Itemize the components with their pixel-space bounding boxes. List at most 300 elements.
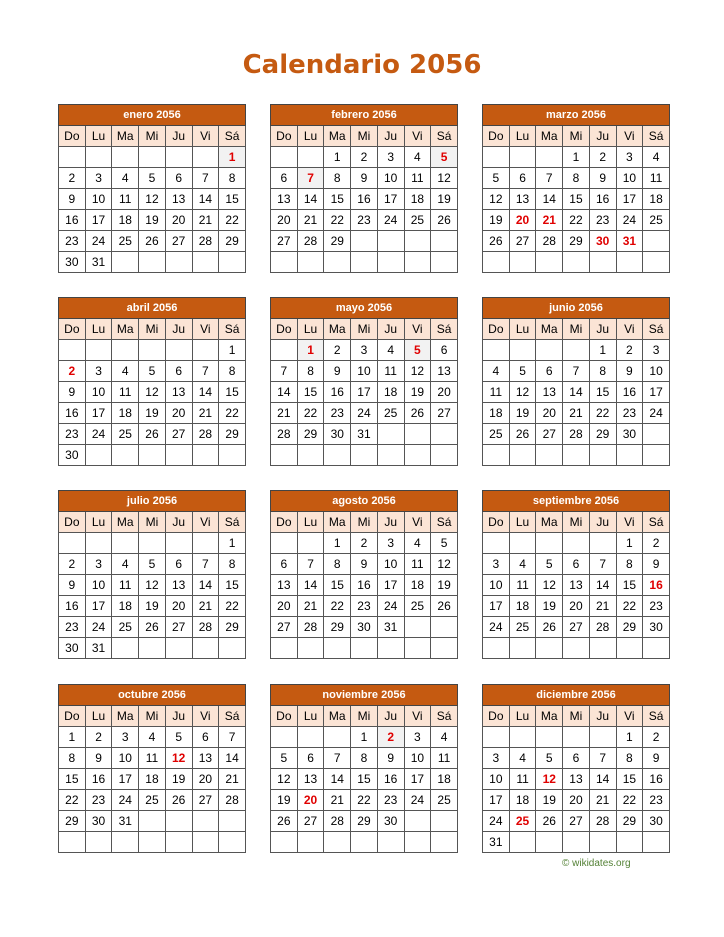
weekday-header: Vi (616, 319, 643, 340)
month-5 (270, 297, 458, 466)
day-cell: 17 (377, 575, 404, 596)
day-cell: 28 (563, 424, 590, 445)
day-cell: 26 (165, 790, 192, 811)
month-name: febrero 2056 (271, 105, 458, 126)
empty-cell (324, 445, 351, 466)
weekday-header: Ju (377, 706, 404, 727)
weekday-header: Lu (509, 706, 536, 727)
empty-cell (112, 340, 139, 361)
day-cell: 3 (85, 554, 112, 575)
day-cell: 31 (483, 832, 510, 853)
day-cell: 2 (616, 340, 643, 361)
day-cell: 25 (404, 596, 431, 617)
day-cell: 16 (59, 210, 86, 231)
day-cell: 22 (219, 210, 246, 231)
empty-cell (219, 811, 246, 832)
weekday-header: Mi (139, 126, 166, 147)
empty-cell (192, 340, 219, 361)
empty-cell (404, 617, 431, 638)
day-cell: 7 (297, 554, 324, 575)
empty-cell (351, 231, 378, 252)
day-cell: 20 (536, 403, 563, 424)
day-cell: 25 (112, 617, 139, 638)
day-cell: 3 (351, 340, 378, 361)
weekday-header: Ma (536, 319, 563, 340)
day-cell: 1 (219, 340, 246, 361)
weekday-header: Vi (616, 126, 643, 147)
empty-cell (112, 638, 139, 659)
day-cell: 15 (616, 769, 643, 790)
day-cell: 6 (563, 748, 590, 769)
weekday-header: Lu (509, 126, 536, 147)
empty-cell (297, 252, 324, 273)
month-name: mayo 2056 (271, 298, 458, 319)
day-cell: 22 (324, 596, 351, 617)
month-4 (58, 297, 246, 466)
day-cell: 30 (59, 252, 86, 273)
empty-cell (85, 533, 112, 554)
day-cell: 14 (192, 575, 219, 596)
empty-cell (431, 445, 458, 466)
empty-cell (271, 252, 298, 273)
day-cell: 11 (643, 168, 670, 189)
day-cell: 13 (271, 189, 298, 210)
day-cell: 8 (351, 748, 378, 769)
month-6 (482, 297, 670, 466)
month-name: noviembre 2056 (271, 685, 458, 706)
day-cell: 20 (271, 596, 298, 617)
day-cell: 21 (271, 403, 298, 424)
day-cell: 28 (536, 231, 563, 252)
month-name: abril 2056 (59, 298, 246, 319)
weekday-header: Ma (112, 126, 139, 147)
day-cell: 13 (536, 382, 563, 403)
day-cell: 7 (192, 361, 219, 382)
day-cell: 12 (139, 575, 166, 596)
day-cell: 27 (509, 231, 536, 252)
empty-cell (509, 445, 536, 466)
empty-cell (483, 727, 510, 748)
day-cell: 9 (377, 748, 404, 769)
day-cell: 5 (509, 361, 536, 382)
weekday-header: Vi (616, 706, 643, 727)
empty-cell (589, 832, 616, 853)
day-cell: 6 (509, 168, 536, 189)
day-cell: 10 (85, 382, 112, 403)
day-cell: 24 (85, 231, 112, 252)
day-cell: 1 (351, 727, 378, 748)
weekday-header: Sá (219, 319, 246, 340)
day-cell: 19 (509, 403, 536, 424)
day-cell: 30 (643, 811, 670, 832)
empty-cell (297, 832, 324, 853)
day-cell: 21 (192, 403, 219, 424)
day-cell: 25 (112, 424, 139, 445)
weekday-header: Sá (219, 706, 246, 727)
day-cell: 12 (139, 189, 166, 210)
empty-cell (431, 811, 458, 832)
day-cell: 27 (165, 617, 192, 638)
day-cell: 26 (509, 424, 536, 445)
day-cell: 28 (219, 790, 246, 811)
day-cell: 15 (219, 575, 246, 596)
empty-cell (165, 832, 192, 853)
empty-cell (192, 811, 219, 832)
day-cell: 26 (431, 210, 458, 231)
day-cell: 11 (404, 168, 431, 189)
day-cell: 4 (483, 361, 510, 382)
day-cell: 17 (85, 210, 112, 231)
empty-cell (563, 340, 590, 361)
day-cell: 29 (616, 617, 643, 638)
day-cell: 7 (563, 361, 590, 382)
day-cell: 9 (616, 361, 643, 382)
day-cell: 2 (59, 168, 86, 189)
empty-cell (536, 832, 563, 853)
day-cell: 17 (377, 189, 404, 210)
day-cell: 13 (509, 189, 536, 210)
day-cell: 25 (404, 210, 431, 231)
weekday-header: Do (483, 319, 510, 340)
day-cell: 6 (192, 727, 219, 748)
weekday-header: Mi (351, 126, 378, 147)
empty-cell (271, 832, 298, 853)
holiday-cell: 12 (536, 769, 563, 790)
day-cell: 8 (616, 554, 643, 575)
day-cell: 16 (351, 575, 378, 596)
empty-cell (431, 832, 458, 853)
empty-cell (563, 252, 590, 273)
day-cell: 9 (59, 189, 86, 210)
day-cell: 3 (85, 168, 112, 189)
day-cell: 10 (377, 168, 404, 189)
day-cell: 4 (404, 147, 431, 168)
day-cell: 28 (271, 424, 298, 445)
day-cell: 6 (431, 340, 458, 361)
empty-cell (112, 832, 139, 853)
weekday-header: Do (271, 126, 298, 147)
day-cell: 3 (377, 147, 404, 168)
day-cell: 9 (643, 554, 670, 575)
day-cell: 4 (404, 533, 431, 554)
empty-cell (563, 638, 590, 659)
weekday-header: Sá (431, 512, 458, 533)
weekday-header: Do (483, 126, 510, 147)
empty-cell (536, 340, 563, 361)
day-cell: 5 (139, 361, 166, 382)
holiday-cell: 20 (297, 790, 324, 811)
empty-cell (85, 832, 112, 853)
day-cell: 12 (509, 382, 536, 403)
day-cell: 25 (643, 210, 670, 231)
day-cell: 24 (643, 403, 670, 424)
day-cell: 11 (509, 575, 536, 596)
empty-cell (139, 147, 166, 168)
weekday-header: Vi (192, 126, 219, 147)
month-name: julio 2056 (59, 491, 246, 512)
day-cell: 11 (377, 361, 404, 382)
day-cell: 21 (589, 790, 616, 811)
day-cell: 14 (219, 748, 246, 769)
empty-cell (563, 445, 590, 466)
weekday-header: Sá (643, 319, 670, 340)
weekday-header: Mi (139, 319, 166, 340)
day-cell: 8 (219, 168, 246, 189)
day-cell: 22 (324, 210, 351, 231)
day-cell: 26 (139, 231, 166, 252)
day-cell: 8 (219, 361, 246, 382)
day-cell: 13 (431, 361, 458, 382)
empty-cell (483, 340, 510, 361)
day-cell: 23 (85, 790, 112, 811)
day-cell: 10 (85, 189, 112, 210)
day-cell: 2 (643, 727, 670, 748)
day-cell: 15 (324, 575, 351, 596)
day-cell: 30 (351, 617, 378, 638)
day-cell: 30 (59, 638, 86, 659)
day-cell: 19 (536, 790, 563, 811)
day-cell: 22 (297, 403, 324, 424)
holiday-cell: 5 (404, 340, 431, 361)
weekday-header: Sá (431, 126, 458, 147)
day-cell: 22 (589, 403, 616, 424)
day-cell: 14 (297, 575, 324, 596)
day-cell: 10 (643, 361, 670, 382)
day-cell: 9 (85, 748, 112, 769)
day-cell: 11 (112, 382, 139, 403)
empty-cell (483, 147, 510, 168)
empty-cell (219, 252, 246, 273)
month-12 (482, 684, 670, 853)
day-cell: 2 (324, 340, 351, 361)
empty-cell (165, 445, 192, 466)
holiday-cell: 25 (509, 811, 536, 832)
empty-cell (509, 340, 536, 361)
weekday-header: Sá (643, 706, 670, 727)
day-cell: 4 (431, 727, 458, 748)
empty-cell (563, 533, 590, 554)
weekday-header: Lu (297, 319, 324, 340)
day-cell: 8 (589, 361, 616, 382)
day-cell: 21 (297, 210, 324, 231)
weekday-header: Ma (324, 319, 351, 340)
day-cell: 17 (616, 189, 643, 210)
weekday-header: Lu (85, 126, 112, 147)
day-cell: 8 (219, 554, 246, 575)
day-cell: 2 (85, 727, 112, 748)
day-cell: 23 (616, 403, 643, 424)
weekday-header: Do (483, 706, 510, 727)
day-cell: 6 (536, 361, 563, 382)
holiday-cell: 5 (431, 147, 458, 168)
empty-cell (351, 252, 378, 273)
empty-cell (139, 252, 166, 273)
month-name: diciembre 2056 (483, 685, 670, 706)
empty-cell (431, 617, 458, 638)
day-cell: 29 (589, 424, 616, 445)
weekday-header: Vi (404, 706, 431, 727)
day-cell: 9 (351, 168, 378, 189)
empty-cell (536, 252, 563, 273)
day-cell: 20 (563, 790, 590, 811)
day-cell: 2 (643, 533, 670, 554)
empty-cell (431, 252, 458, 273)
empty-cell (192, 533, 219, 554)
day-cell: 5 (139, 168, 166, 189)
day-cell: 15 (297, 382, 324, 403)
day-cell: 25 (139, 790, 166, 811)
empty-cell (139, 340, 166, 361)
empty-cell (643, 424, 670, 445)
empty-cell (536, 727, 563, 748)
day-cell: 19 (271, 790, 298, 811)
empty-cell (192, 252, 219, 273)
day-cell: 29 (563, 231, 590, 252)
weekday-header: Do (271, 706, 298, 727)
day-cell: 13 (165, 382, 192, 403)
weekday-header: Sá (643, 512, 670, 533)
weekday-header: Do (59, 706, 86, 727)
day-cell: 4 (112, 361, 139, 382)
empty-cell (509, 638, 536, 659)
weekday-header: Mi (351, 319, 378, 340)
day-cell: 4 (112, 168, 139, 189)
day-cell: 13 (192, 748, 219, 769)
day-cell: 23 (589, 210, 616, 231)
day-cell: 18 (112, 210, 139, 231)
day-cell: 16 (643, 769, 670, 790)
day-cell: 28 (297, 617, 324, 638)
day-cell: 23 (324, 403, 351, 424)
day-cell: 20 (431, 382, 458, 403)
weekday-header: Ju (589, 706, 616, 727)
weekday-header: Sá (219, 512, 246, 533)
day-cell: 24 (112, 790, 139, 811)
empty-cell (536, 445, 563, 466)
empty-cell (297, 445, 324, 466)
empty-cell (643, 638, 670, 659)
day-cell: 12 (483, 189, 510, 210)
day-cell: 6 (563, 554, 590, 575)
month-8 (270, 490, 458, 659)
day-cell: 1 (324, 533, 351, 554)
day-cell: 7 (536, 168, 563, 189)
empty-cell (297, 147, 324, 168)
day-cell: 6 (271, 554, 298, 575)
day-cell: 23 (59, 617, 86, 638)
weekday-header: Lu (85, 706, 112, 727)
day-cell: 6 (297, 748, 324, 769)
empty-cell (85, 340, 112, 361)
day-cell: 9 (59, 575, 86, 596)
empty-cell (431, 638, 458, 659)
day-cell: 6 (165, 168, 192, 189)
day-cell: 16 (324, 382, 351, 403)
weekday-header: Mi (139, 706, 166, 727)
day-cell: 5 (536, 748, 563, 769)
day-cell: 18 (404, 189, 431, 210)
day-cell: 16 (59, 596, 86, 617)
weekday-header: Ju (165, 319, 192, 340)
day-cell: 15 (616, 575, 643, 596)
day-cell: 31 (351, 424, 378, 445)
day-cell: 19 (483, 210, 510, 231)
day-cell: 23 (643, 790, 670, 811)
day-cell: 31 (112, 811, 139, 832)
weekday-header: Ma (536, 706, 563, 727)
weekday-header: Vi (404, 512, 431, 533)
weekday-header: Vi (616, 512, 643, 533)
month-name: septiembre 2056 (483, 491, 670, 512)
day-cell: 26 (404, 403, 431, 424)
day-cell: 10 (483, 769, 510, 790)
day-cell: 21 (219, 769, 246, 790)
day-cell: 6 (271, 168, 298, 189)
day-cell: 21 (297, 596, 324, 617)
day-cell: 11 (509, 769, 536, 790)
empty-cell (509, 533, 536, 554)
weekday-header: Sá (431, 706, 458, 727)
day-cell: 24 (351, 403, 378, 424)
day-cell: 19 (165, 769, 192, 790)
empty-cell (297, 638, 324, 659)
day-cell: 29 (59, 811, 86, 832)
day-cell: 21 (192, 596, 219, 617)
day-cell: 28 (589, 811, 616, 832)
weekday-header: Ju (377, 512, 404, 533)
month-name: octubre 2056 (59, 685, 246, 706)
day-cell: 15 (351, 769, 378, 790)
day-cell: 9 (643, 748, 670, 769)
day-cell: 1 (616, 533, 643, 554)
empty-cell (59, 533, 86, 554)
empty-cell (192, 638, 219, 659)
weekday-header: Ju (377, 126, 404, 147)
day-cell: 10 (616, 168, 643, 189)
day-cell: 1 (563, 147, 590, 168)
day-cell: 1 (589, 340, 616, 361)
empty-cell (59, 147, 86, 168)
day-cell: 29 (219, 617, 246, 638)
weekday-header: Ma (324, 126, 351, 147)
day-cell: 28 (192, 617, 219, 638)
day-cell: 28 (192, 231, 219, 252)
day-cell: 23 (59, 424, 86, 445)
day-cell: 5 (139, 554, 166, 575)
day-cell: 18 (483, 403, 510, 424)
day-cell: 3 (377, 533, 404, 554)
day-cell: 15 (59, 769, 86, 790)
day-cell: 3 (112, 727, 139, 748)
empty-cell (377, 424, 404, 445)
day-cell: 27 (563, 617, 590, 638)
day-cell: 5 (483, 168, 510, 189)
weekday-header: Mi (563, 512, 590, 533)
empty-cell (404, 231, 431, 252)
weekday-header: Ju (377, 319, 404, 340)
day-cell: 30 (85, 811, 112, 832)
empty-cell (616, 445, 643, 466)
day-cell: 18 (431, 769, 458, 790)
day-cell: 15 (563, 189, 590, 210)
empty-cell (589, 533, 616, 554)
day-cell: 29 (351, 811, 378, 832)
day-cell: 8 (297, 361, 324, 382)
empty-cell (85, 147, 112, 168)
day-cell: 10 (404, 748, 431, 769)
day-cell: 19 (431, 189, 458, 210)
weekday-header: Do (271, 512, 298, 533)
